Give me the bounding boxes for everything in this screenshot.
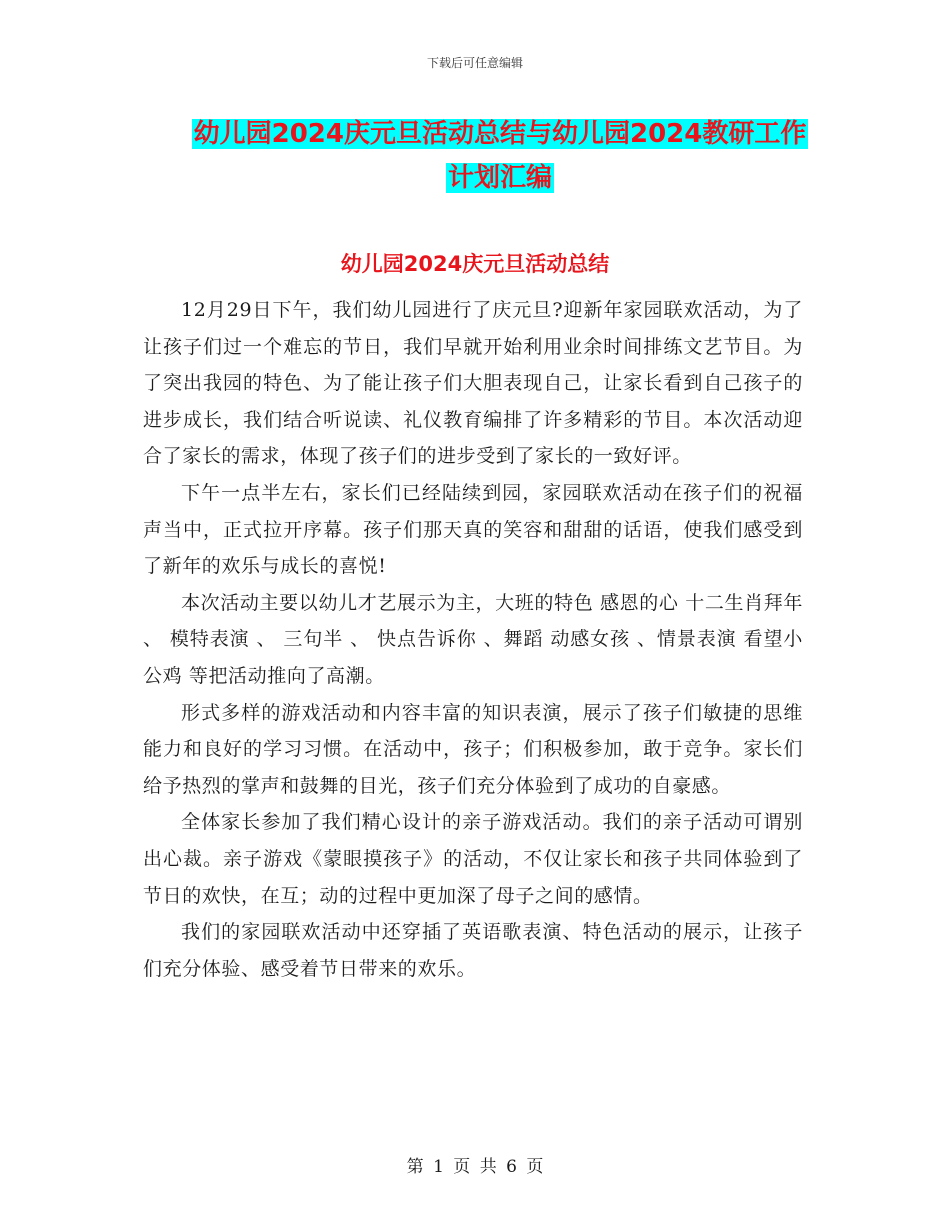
section-title: 幼儿园2024庆元旦活动总结 — [340, 252, 610, 276]
paragraph-1: 12月29日下午，我们幼儿园进行了庆元旦?迎新年家园联欢活动，为了让孩子们过一个难忘的节日，我们早就开始利用业余时间排练文艺节目。为了突出我园的特色、为了能让孩子们大胆表现自己，让家长看到自己孩子的进步成长，我们结合听说读、礼仪教育编排了许多精彩的节目。本次活动迎合了家长的需求，体现了孩子们的进步受到了家长的一致好评。 — [143, 299, 803, 468]
body-text — [143, 292, 803, 987]
document-title — [150, 112, 850, 200]
page-indicator: 第 1 页 共 6 页 — [406, 1157, 544, 1177]
document-title-line-1: 幼儿园2024庆元旦活动总结与幼儿园2024教研工作 — [193, 119, 807, 149]
paragraph-6: 我们的家园联欢活动中还穿插了英语歌表演、特色活动的展示，让孩子们充分体验、感受着节日带来的欢乐。 — [143, 921, 803, 980]
paragraph-2: 下午一点半左右，家长们已经陆续到园，家园联欢活动在孩子们的祝福声当中，正式拉开序幕。孩子们那天真的笑容和甜甜的话语，使我们感受到了新年的欢乐与成长的喜悦! — [143, 481, 803, 578]
paragraph-4: 形式多样的游戏活动和内容丰富的知识表演，展示了孩子们敏捷的思维能力和良好的学习习惯。在活动中，孩子；们积极参加，敢于竞争。家长们给予热烈的掌声和鼓舞的目光，孩子们充分体验到了成功的自豪感。 — [143, 701, 803, 797]
paragraph-3: 本次活动主要以幼儿才艺展示为主，大班的特色 感恩的心 十二生肖拜年 、 模特表演 、 三句半 、 快点告诉你 、舞蹈 动感女孩 、情景表演 看望小公鸡 等把活动推向了高潮。 — [143, 591, 803, 687]
header-note: 下载后可任意编辑 — [426, 56, 523, 70]
document-title-line-2: 计划汇编 — [447, 163, 552, 193]
paragraph-5: 全体家长参加了我们精心设计的亲子游戏活动。我们的亲子活动可谓别出心裁。亲子游戏《蒙眼摸孩子》的活动，不仅让家长和孩子共同体验到了节日的欢快，在互；动的过程中更加深了母子之间的感情。 — [143, 811, 803, 907]
